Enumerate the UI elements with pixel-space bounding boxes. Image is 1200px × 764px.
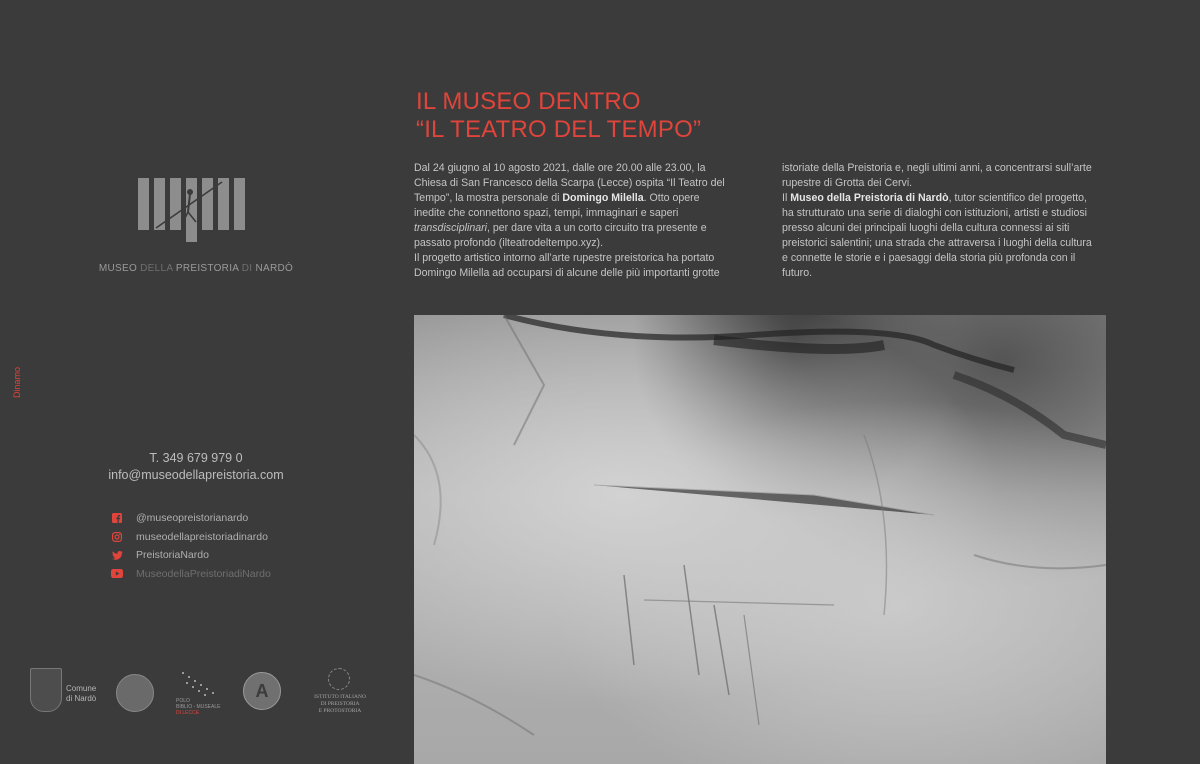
- facebook-label: @museopreistorianardo: [136, 512, 249, 525]
- rock-art-photo: [414, 315, 1106, 764]
- twitter-icon: [110, 550, 124, 561]
- polo-biblio-museale-logo[interactable]: POLO BIBLIO - MUSEALE DI LECCE: [176, 698, 221, 716]
- body-column-2: istoriate della Preistoria e, negli ultimi anni, a concentrarsi sull’arte rupestre di Grotta dei Cervi. Il Museo della Preistoria di Nardò, tutor scientifico del progetto, ha strutturato una serie di dialoghi con istituzioni, artisti e studiosi presso alcuni dei principali luoghi della cultura connessi ai siti preistorici salentini; una strada che attraversa i luoghi della cultura e connette le storie e i paesaggi della storia più profonda con il futuro.: [782, 162, 1092, 279]
- iipp-emblem-icon[interactable]: [328, 668, 350, 690]
- museum-name: MUSEO DELLA PREISTORIA DI NARDÒ: [98, 263, 294, 274]
- twitter-link[interactable]: [110, 546, 310, 565]
- twitter-label: PreistoriaNardo: [136, 549, 209, 562]
- facebook-link[interactable]: [110, 509, 310, 528]
- instagram-icon: [110, 531, 124, 542]
- hunter-figure-icon: [138, 178, 246, 242]
- rock-texture: [414, 315, 1106, 764]
- email-link[interactable]: info@museodellapreistoria.com: [108, 468, 284, 482]
- museum-logo[interactable]: [138, 178, 246, 242]
- page-title: IL MUSEO DENTRO “IL TEATRO DEL TEMPO”: [416, 88, 702, 143]
- comune-di-nardo-logo[interactable]: Comune di Nardò: [66, 684, 97, 703]
- comune-crest-icon[interactable]: [30, 668, 62, 712]
- instagram-link[interactable]: [110, 528, 310, 547]
- instagram-label: museodellapreistoriadinardo: [136, 530, 268, 543]
- partner-logos: [30, 664, 370, 720]
- phone-number[interactable]: T. 349 679 979 0: [149, 451, 243, 465]
- youtube-link[interactable]: [110, 565, 310, 584]
- dinamo-credit-link[interactable]: Dinamo: [12, 366, 22, 398]
- youtube-label: MuseodellaPreistoriadiNardo: [136, 567, 271, 580]
- social-links: [110, 509, 310, 583]
- a-badge-logo[interactable]: A: [243, 672, 281, 710]
- iipp-logo[interactable]: ISTITUTO ITALIANO DI PREISTORIA E PROTOSTORIA: [314, 694, 366, 714]
- youtube-icon: [110, 568, 124, 579]
- partner-emblem-icon[interactable]: [116, 674, 154, 712]
- facebook-icon: [110, 513, 124, 524]
- body-column-1: Dal 24 giugno al 10 agosto 2021, dalle ore 20.00 alle 23.00, la Chiesa di San Francesco della Scarpa (Lecce) ospita “Il Teatro del Tempo”, la mostra personale di Domingo Milella. Otto opere inedite che connettono spazi, tempi, immaginari e saperi transdisciplinari, per dare vita a un corto circuito tra presente e passato profondo (ilteatrodeltempo.xyz). Il progetto artistico intorno all’arte rupestre preistorica ha portato Domingo Milella ad occuparsi di alcune delle più importanti grotte: [414, 162, 725, 279]
